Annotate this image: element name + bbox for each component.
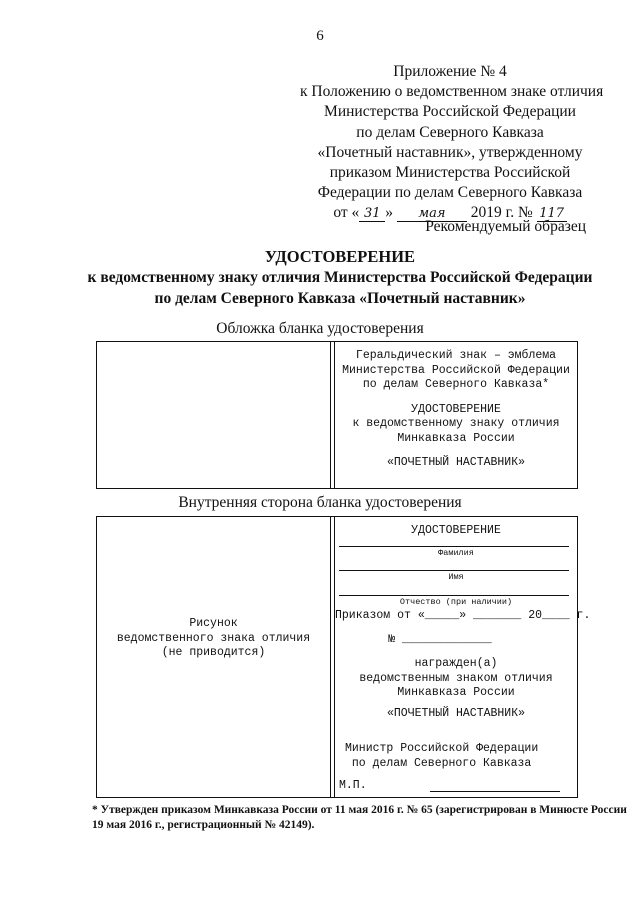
- cover-cert-line: Минкавказа России: [397, 431, 515, 445]
- patronymic-line: [339, 595, 569, 596]
- minister-block: [345, 742, 538, 771]
- cover-emblem-line: Геральдический знак – эмблема: [355, 349, 557, 362]
- annex-header: [300, 62, 604, 224]
- date-day-handwritten: 31: [359, 207, 385, 222]
- cover-emblem-line: Министерства Российской Федерации: [342, 363, 570, 377]
- placeholder-line: Рисунок: [189, 617, 238, 630]
- badge-picture-placeholder: [97, 617, 330, 661]
- footnote: [92, 803, 627, 833]
- minister-line: по делам Северного Кавказа: [351, 756, 532, 770]
- awarded-block: [335, 657, 577, 701]
- inner-caption: Внутренняя сторона бланка удостоверения: [178, 494, 462, 511]
- cover-right-panel: [335, 342, 577, 471]
- annex-line: «Почетный наставник», утвержденному: [317, 143, 583, 161]
- cover-cert-line: к ведомственному знаку отличия: [352, 417, 560, 430]
- title-line: к ведомственному знаку отличия Министерства Российской Федерации: [87, 269, 593, 286]
- inner-box: [96, 516, 591, 798]
- order-number-handwritten: 117: [537, 207, 567, 222]
- date-prefix: от «: [333, 204, 360, 222]
- document-title: [40, 246, 640, 309]
- annex-line: Федерации по делам Северного Кавказа: [317, 184, 583, 202]
- page-number: 6: [316, 28, 324, 44]
- footnote-line: * Утвержден приказом Минкавказа России от 11 мая 2016 г. № 65 (зарегистрирован в Минюсте России: [92, 804, 627, 816]
- stamp-label: М.П.: [339, 779, 367, 792]
- cover-emblem-line: по делам Северного Кавказа*: [362, 378, 550, 391]
- title-main: УДОСТОВЕРЕНИЕ: [264, 247, 416, 266]
- cover-caption: Обложка бланка удостоверения: [216, 320, 424, 337]
- annex-line: к Положению о ведомственном знаке отличия: [300, 83, 604, 101]
- inner-honor: «ПОЧЕТНЫЙ НАСТАВНИК»: [386, 707, 526, 720]
- awarded-line: награжден(а): [414, 657, 498, 670]
- title-line: по делам Северного Кавказа «Почетный наставник»: [154, 290, 526, 307]
- order-date-line: Приказом от «_____» _______ 20____ г.: [335, 609, 591, 622]
- annex-line: Министерства Российской Федерации: [324, 103, 576, 121]
- cover-box: [96, 341, 578, 489]
- annex-line: по делам Северного Кавказа: [356, 123, 544, 141]
- name-line: [339, 570, 569, 571]
- signature-line: [430, 791, 560, 792]
- surname-line: [339, 546, 569, 547]
- awarded-line: Минкавказа России: [397, 686, 515, 699]
- order-number-line: № _____________: [388, 633, 492, 646]
- cover-cert-line: УДОСТОВЕРЕНИЕ: [411, 402, 501, 416]
- date-mid: »: [385, 204, 394, 222]
- placeholder-line: (не приводится): [161, 646, 266, 659]
- placeholder-line: ведомственного знака отличия: [116, 631, 311, 645]
- footnote-line: 19 мая 2016 г., регистрационный № 42149).: [92, 819, 315, 831]
- inner-form-panel: [335, 517, 591, 797]
- surname-label: Фамилия: [438, 548, 474, 558]
- awarded-line: ведомственным знаком отличия: [359, 671, 553, 685]
- annex-line: приказом Министерства Российской: [329, 164, 571, 182]
- patronymic-label: Отчество (при наличии): [399, 597, 513, 607]
- cover-honor: «ПОЧЕТНЫЙ НАСТАВНИК»: [386, 456, 526, 469]
- inner-cert-title: УДОСТОВЕРЕНИЕ: [411, 524, 501, 537]
- date-month-handwritten: мая: [397, 207, 467, 222]
- annex-line: Приложение № 4: [393, 63, 507, 80]
- date-year: 2019 г. №: [470, 204, 533, 222]
- name-label: Имя: [448, 572, 464, 582]
- minister-line: Министр Российской Федерации: [345, 742, 539, 755]
- recommended-sample-label: Рекомендуемый образец: [425, 218, 586, 235]
